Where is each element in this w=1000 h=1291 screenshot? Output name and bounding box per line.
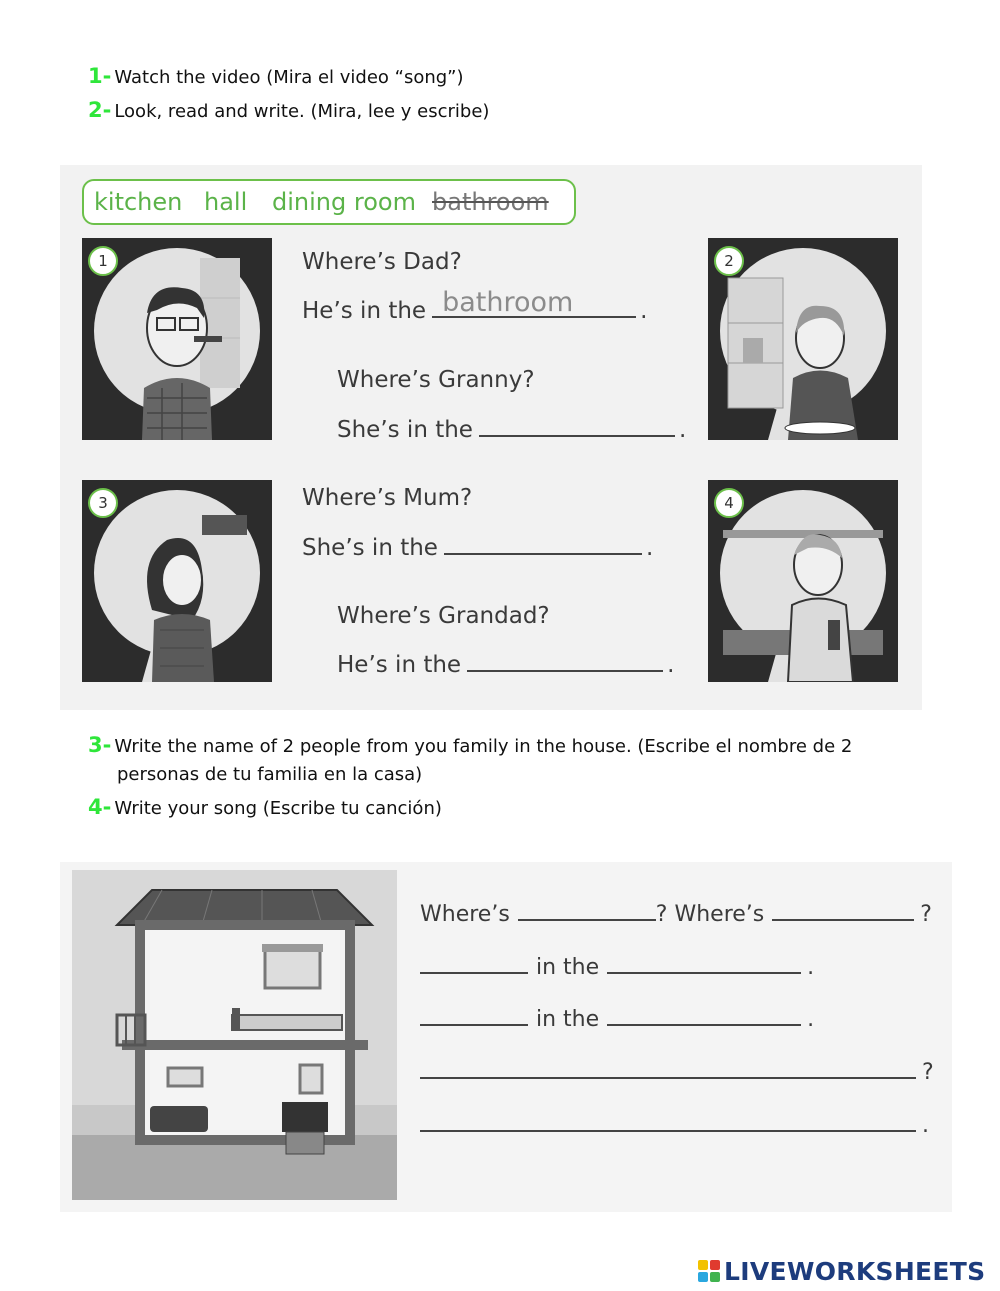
answer-prefix: He’s in the — [337, 652, 462, 678]
house-illustration — [72, 870, 397, 1200]
instruction-text: Write your song (Escribe tu canción) — [114, 798, 442, 819]
picture-mum — [82, 480, 272, 682]
instruction-number: 4- — [88, 795, 112, 819]
song-blank-5[interactable] — [420, 1004, 528, 1026]
brand-text: LIVEWORKSHEETS — [724, 1256, 986, 1286]
question-4: Where’s Grandad? — [337, 603, 550, 629]
instruction-text: Write the name of 2 people from you family in the house. (Escribe el nombre de 2 — [114, 736, 853, 757]
question-1: Where’s Dad? — [302, 249, 462, 275]
house-picture — [72, 870, 397, 1200]
instruction-text: Look, read and write. (Mira, lee y escribe) — [114, 101, 490, 122]
answer-3-row — [302, 531, 653, 561]
song-blank-6[interactable] — [607, 1004, 801, 1026]
answer-1-row — [302, 287, 648, 324]
song-text: in the — [536, 1007, 600, 1032]
question-3: Where’s Mum? — [302, 485, 473, 511]
song-blank-2[interactable] — [772, 899, 914, 921]
answer-prefix: She’s in the — [337, 417, 473, 443]
instruction-text-continued: personas de tu familia en la casa) — [117, 764, 423, 785]
answer-1-value: bathroom — [442, 287, 574, 318]
picture-number: 1 — [88, 246, 118, 276]
answer-1-input[interactable] — [432, 287, 636, 318]
instruction-4 — [88, 793, 442, 823]
instruction-number: 3- — [88, 733, 112, 757]
exercise-4-panel — [60, 862, 952, 1212]
period: . — [922, 1113, 929, 1138]
liveworksheets-logo — [698, 1256, 985, 1286]
word-bathroom-struck: bathroom — [432, 188, 549, 216]
question-mark: ? — [922, 1060, 934, 1085]
instruction-3 — [88, 731, 852, 789]
word-hall: hall — [204, 188, 248, 216]
logo-mark-icon — [698, 1260, 720, 1282]
answer-4-row — [337, 648, 674, 678]
period: . — [678, 417, 687, 443]
instruction-2 — [88, 96, 489, 126]
period: . — [640, 298, 648, 324]
picture-number: 4 — [714, 488, 744, 518]
instruction-number: 1- — [88, 64, 112, 88]
word-kitchen: kitchen — [94, 188, 183, 216]
picture-grandad — [708, 480, 898, 682]
instruction-text: Watch the video (Mira el video “song”) — [114, 67, 464, 88]
song-blank-3[interactable] — [420, 952, 528, 974]
question-mark: ? — [920, 902, 932, 927]
song-text: Where’s — [420, 902, 510, 927]
answer-prefix: He’s in the — [302, 298, 427, 324]
picture-number: 2 — [714, 246, 744, 276]
period: . — [667, 652, 675, 678]
period: . — [807, 955, 815, 980]
instruction-number: 2- — [88, 98, 112, 122]
word-dining-room: dining room — [272, 188, 416, 216]
song-blank-7[interactable] — [420, 1057, 916, 1079]
picture-dad — [82, 238, 272, 440]
song-line-2 — [420, 952, 814, 980]
word-bank — [82, 179, 576, 225]
answer-prefix: She’s in the — [302, 535, 438, 561]
answer-4-input[interactable] — [467, 648, 663, 672]
period: . — [807, 1007, 815, 1032]
picture-number: 3 — [88, 488, 118, 518]
song-text: ? Where’s — [655, 902, 765, 927]
song-blank-4[interactable] — [607, 952, 801, 974]
answer-2-row — [337, 413, 686, 443]
answer-2-input[interactable] — [479, 413, 675, 437]
period: . — [645, 535, 654, 561]
song-blank-1[interactable] — [518, 899, 656, 921]
picture-granny — [708, 238, 898, 440]
song-line-1 — [420, 899, 932, 927]
song-text: in the — [536, 955, 600, 980]
exercise-2-panel — [60, 165, 922, 710]
song-line-5 — [420, 1110, 929, 1138]
answer-3-input[interactable] — [444, 531, 642, 555]
song-line-4 — [420, 1057, 934, 1085]
song-line-3 — [420, 1004, 814, 1032]
instruction-1 — [88, 62, 464, 92]
song-blank-8[interactable] — [420, 1110, 916, 1132]
question-2: Where’s Granny? — [337, 367, 535, 393]
